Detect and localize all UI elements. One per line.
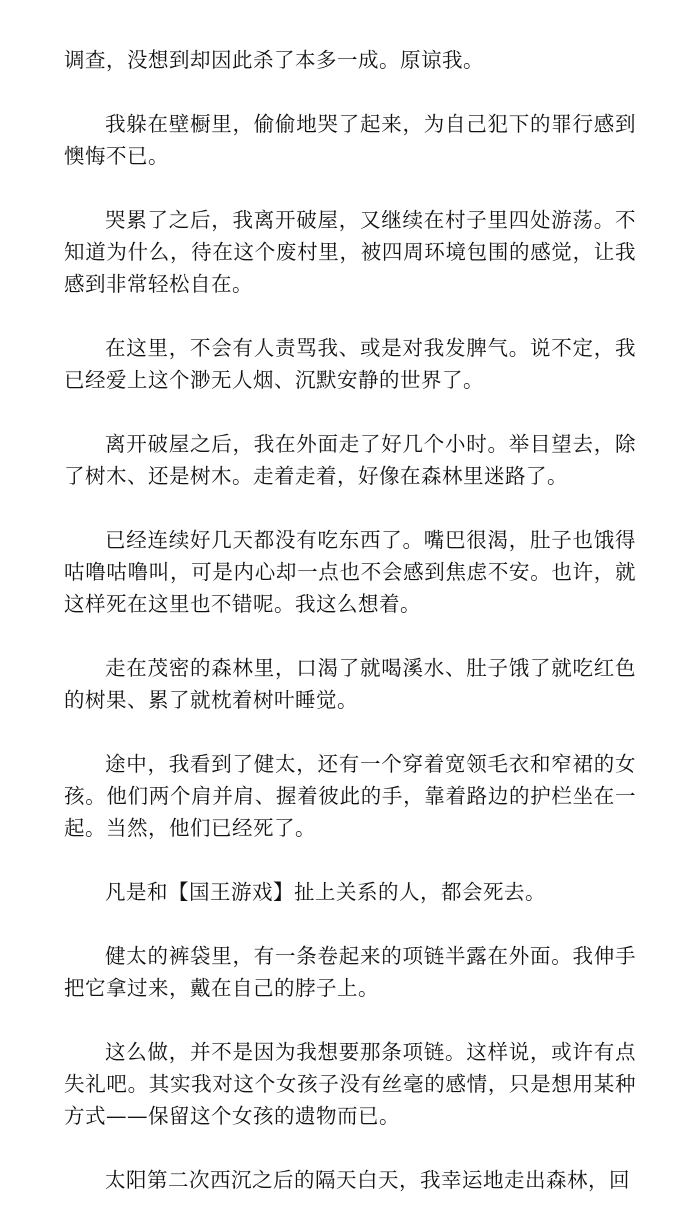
paragraph: 途中，我看到了健太，还有一个穿着宽领毛衣和窄裙的女孩。他们两个肩并肩、握着彼此的手，靠着路边的护栏坐在一起。当然，他们已经死了。 bbox=[64, 752, 636, 840]
paragraph: 已经连续好几天都没有吃东西了。嘴巴很渴，肚子也饿得咕噜咕噜叫，可是内心却一点也不会感到焦虑不安。也许，就这样死在这里也不错呢。我这么想着。 bbox=[64, 528, 636, 616]
paragraph: 太阳第二次西沉之后的隔天白天，我幸运地走出森林，回 bbox=[105, 1168, 630, 1192]
paragraph: 我躲在壁橱里，偷偷地哭了起来，为自己犯下的罪行感到懊悔不已。 bbox=[64, 112, 636, 168]
paragraph: 健太的裤袋里，有一条卷起来的项链半露在外面。我伸手把它拿过来，戴在自己的脖子上。 bbox=[64, 944, 636, 1000]
paragraph: 哭累了之后，我离开破屋，又继续在村子里四处游荡。不知道为什么，待在这个废村里，被四周环境包围的感觉，让我感到非常轻松自在。 bbox=[64, 208, 636, 296]
paragraph: 这么做，并不是因为我想要那条项链。这样说，或许有点失礼吧。其实我对这个女孩子没有丝毫的感情，只是想用某种方式——保留这个女孩的遗物而已。 bbox=[64, 1040, 636, 1128]
paragraph: 在这里，不会有人责骂我、或是对我发脾气。说不定，我已经爱上这个渺无人烟、沉默安静的世界了。 bbox=[64, 336, 636, 392]
paragraph-continuation: 调查，没想到却因此杀了本多一成。原谅我。 bbox=[64, 48, 484, 72]
document-page bbox=[64, 44, 636, 1228]
paragraph: 走在茂密的森林里，口渴了就喝溪水、肚子饿了就吃红色的树果、累了就枕着树叶睡觉。 bbox=[64, 656, 636, 712]
paragraph: 离开破屋之后，我在外面走了好几个小时。举目望去，除了树木、还是树木。走着走着，好像在森林里迷路了。 bbox=[64, 432, 636, 488]
paragraph: 凡是和【国王游戏】扯上关系的人，都会死去。 bbox=[105, 880, 546, 904]
